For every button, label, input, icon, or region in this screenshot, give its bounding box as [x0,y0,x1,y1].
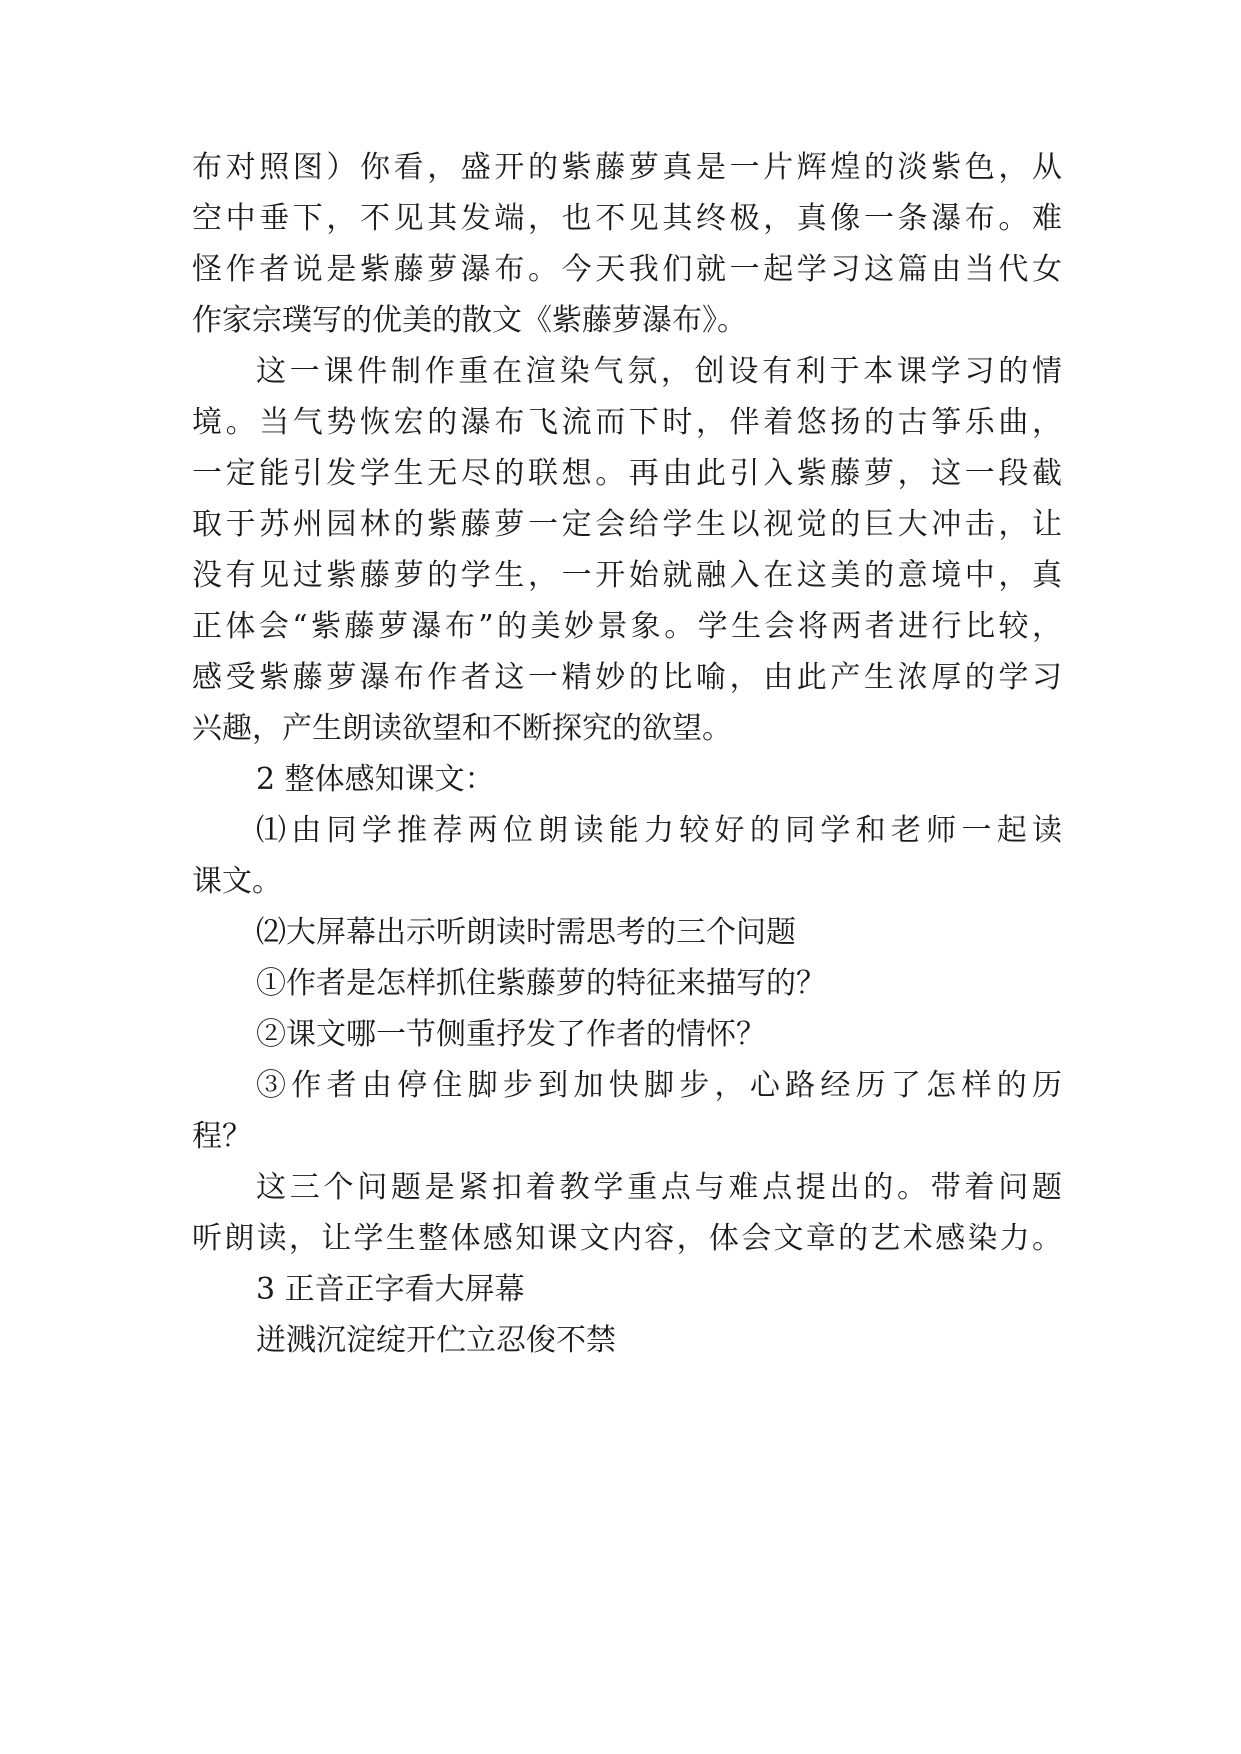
text-line: 课文。 [192,864,282,899]
section-heading: 2 整体感知课文： [256,762,495,797]
text-line: 没有见过紫藤萝的学生，一开始就融入在这美的意境中，真 [192,558,1062,593]
text-line: 程？ [192,1119,252,1154]
text-line: 怪作者说是紫藤萝瀑布。今天我们就一起学习这篇由当代女 [192,252,1062,287]
text-line: 取于苏州园林的紫藤萝一定会给学生以视觉的巨大冲击，让 [192,507,1062,542]
text-line: 这一课件制作重在渲染气氛，创设有利于本课学习的情 [256,354,1062,389]
text-line: 作家宗璞写的优美的散文《紫藤萝瀑布》。 [192,303,747,338]
text-line: 听朗读，让学生整体感知课文内容，体会文章的艺术感染力。 [192,1221,1062,1256]
text-line: 空中垂下，不见其发端，也不见其终极，真像一条瀑布。难 [192,201,1062,236]
question-item: ①作者是怎样抓住紫藤萝的特征来描写的？ [256,966,826,1001]
text-line: ⑴由同学推荐两位朗读能力较好的同学和老师一起读 [256,813,1062,848]
text-line: 一定能引发学生无尽的联想。再由此引入紫藤萝，这一段截 [192,456,1062,491]
text-line: ⑵大屏幕出示听朗读时需思考的三个问题 [256,915,796,950]
section-heading: 3 正音正字看大屏幕 [256,1272,525,1307]
question-item: ②课文哪一节侧重抒发了作者的情怀？ [256,1017,766,1052]
text-line: 迸溅沉淀绽开伫立忍俊不禁 [256,1323,616,1358]
text-line: 感受紫藤萝瀑布作者这一精妙的比喻，由此产生浓厚的学习 [192,660,1062,695]
text-line: 境。当气势恢宏的瀑布飞流而下时，伴着悠扬的古筝乐曲， [192,405,1062,440]
text-line: 这三个问题是紧扣着教学重点与难点提出的。带着问题 [256,1170,1062,1205]
question-item: ③作者由停住脚步到加快脚步，心路经历了怎样的历 [256,1068,1062,1103]
text-line: 兴趣，产生朗读欲望和不断探究的欲望。 [192,711,732,746]
text-line: 正体会“紫藤萝瀑布”的美妙景象。学生会将两者进行比较， [192,609,1062,644]
text-line: 布对照图）你看，盛开的紫藤萝真是一片辉煌的淡紫色，从 [192,150,1062,185]
